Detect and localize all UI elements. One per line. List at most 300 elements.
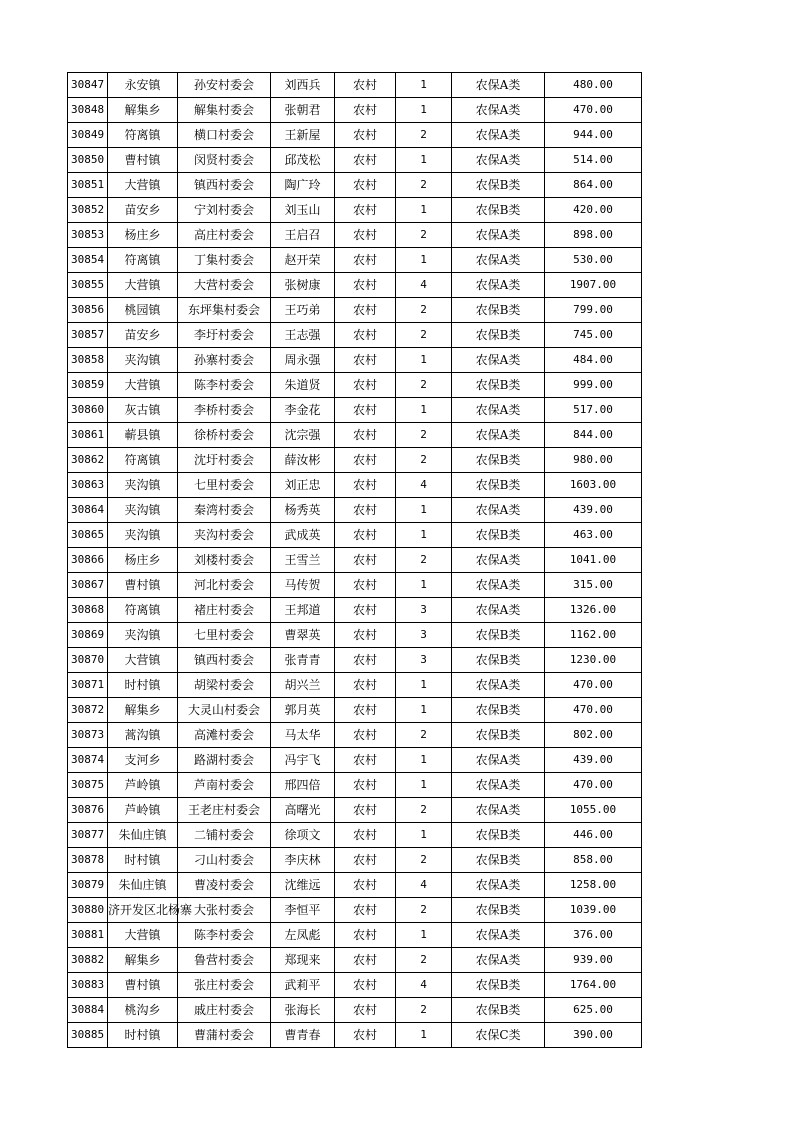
person-name-cell: 刘西兵 <box>271 73 335 98</box>
insurance-class-cell: 农保B类 <box>452 823 545 848</box>
insurance-class-cell: 农保A类 <box>452 923 545 948</box>
town-cell: 解集乡 <box>108 948 178 973</box>
area-type-cell: 农村 <box>335 523 396 548</box>
insurance-class-cell: 农保A类 <box>452 123 545 148</box>
amount-cell: 517.00 <box>545 398 642 423</box>
person-name-cell: 邱茂松 <box>271 148 335 173</box>
village-committee-cell: 镇西村委会 <box>178 648 271 673</box>
town-cell: 夹沟镇 <box>108 623 178 648</box>
record-id-cell: 30854 <box>68 248 108 273</box>
town-cell: 大营镇 <box>108 923 178 948</box>
village-committee-cell: 秦湾村委会 <box>178 498 271 523</box>
amount-cell: 1258.00 <box>545 873 642 898</box>
area-type-cell: 农村 <box>335 623 396 648</box>
table-row <box>68 248 642 273</box>
household-size-cell: 3 <box>396 598 452 623</box>
household-size-cell: 4 <box>396 873 452 898</box>
table-row <box>68 748 642 773</box>
record-id-cell: 30867 <box>68 573 108 598</box>
area-type-cell: 农村 <box>335 723 396 748</box>
table-row <box>68 148 642 173</box>
table-row <box>68 998 642 1023</box>
amount-cell: 625.00 <box>545 998 642 1023</box>
insurance-class-cell: 农保A类 <box>452 748 545 773</box>
table-row <box>68 598 642 623</box>
table-row <box>68 173 642 198</box>
town-cell: 大营镇 <box>108 273 178 298</box>
person-name-cell: 马传贺 <box>271 573 335 598</box>
table-row <box>68 1023 642 1048</box>
table-row <box>68 273 642 298</box>
record-id-cell: 30851 <box>68 173 108 198</box>
table-row <box>68 723 642 748</box>
amount-cell: 1041.00 <box>545 548 642 573</box>
household-size-cell: 2 <box>396 448 452 473</box>
table-row <box>68 498 642 523</box>
person-name-cell: 郑现来 <box>271 948 335 973</box>
person-name-cell: 王新屋 <box>271 123 335 148</box>
record-id-cell: 30877 <box>68 823 108 848</box>
village-committee-cell: 李桥村委会 <box>178 398 271 423</box>
village-committee-cell: 七里村委会 <box>178 623 271 648</box>
record-id-cell: 30866 <box>68 548 108 573</box>
record-id-cell: 30874 <box>68 748 108 773</box>
town-cell: 朱仙庄镇 <box>108 873 178 898</box>
table-row <box>68 573 642 598</box>
table-row <box>68 98 642 123</box>
town-cell: 支河乡 <box>108 748 178 773</box>
table-row <box>68 973 642 998</box>
town-cell: 芦岭镇 <box>108 773 178 798</box>
village-committee-cell: 王老庄村委会 <box>178 798 271 823</box>
record-id-cell: 30880 <box>68 898 108 923</box>
village-committee-cell: 高庄村委会 <box>178 223 271 248</box>
table-row <box>68 848 642 873</box>
table-row <box>68 673 642 698</box>
area-type-cell: 农村 <box>335 373 396 398</box>
person-name-cell: 沈宗强 <box>271 423 335 448</box>
amount-cell: 1907.00 <box>545 273 642 298</box>
record-id-cell: 30884 <box>68 998 108 1023</box>
record-id-cell: 30875 <box>68 773 108 798</box>
town-cell: 符离镇 <box>108 123 178 148</box>
person-name-cell: 王雪兰 <box>271 548 335 573</box>
town-cell: 桃园镇 <box>108 298 178 323</box>
household-size-cell: 2 <box>396 723 452 748</box>
table-row <box>68 873 642 898</box>
record-id-cell: 30873 <box>68 723 108 748</box>
village-committee-cell: 褚庄村委会 <box>178 598 271 623</box>
village-committee-cell: 大营村委会 <box>178 273 271 298</box>
town-cell: 蒿沟镇 <box>108 723 178 748</box>
village-committee-cell: 李圩村委会 <box>178 323 271 348</box>
amount-cell: 484.00 <box>545 348 642 373</box>
town-cell: 符离镇 <box>108 598 178 623</box>
record-id-cell: 30863 <box>68 473 108 498</box>
household-size-cell: 1 <box>396 923 452 948</box>
household-size-cell: 1 <box>396 573 452 598</box>
beneficiary-table <box>67 72 642 1048</box>
household-size-cell: 1 <box>396 248 452 273</box>
household-size-cell: 1 <box>396 773 452 798</box>
area-type-cell: 农村 <box>335 548 396 573</box>
insurance-class-cell: 农保A类 <box>452 573 545 598</box>
table-row <box>68 648 642 673</box>
household-size-cell: 1 <box>396 673 452 698</box>
household-size-cell: 1 <box>396 398 452 423</box>
town-cell: 芦岭镇 <box>108 798 178 823</box>
amount-cell: 530.00 <box>545 248 642 273</box>
town-cell: 曹村镇 <box>108 973 178 998</box>
town-cell: 曹村镇 <box>108 573 178 598</box>
household-size-cell: 1 <box>396 148 452 173</box>
table-row <box>68 323 642 348</box>
household-size-cell: 4 <box>396 473 452 498</box>
area-type-cell: 农村 <box>335 698 396 723</box>
village-committee-cell: 河北村委会 <box>178 573 271 598</box>
insurance-class-cell: 农保A类 <box>452 423 545 448</box>
town-cell: 时村镇 <box>108 1023 178 1048</box>
town-cell: 济开发区北杨寨 <box>108 898 178 923</box>
town-cell: 杨庄乡 <box>108 223 178 248</box>
table-row <box>68 548 642 573</box>
person-name-cell: 杨秀英 <box>271 498 335 523</box>
village-committee-cell: 胡梁村委会 <box>178 673 271 698</box>
person-name-cell: 李庆林 <box>271 848 335 873</box>
village-committee-cell: 二铺村委会 <box>178 823 271 848</box>
person-name-cell: 高曙光 <box>271 798 335 823</box>
amount-cell: 898.00 <box>545 223 642 248</box>
village-committee-cell: 芦南村委会 <box>178 773 271 798</box>
person-name-cell: 王巧弟 <box>271 298 335 323</box>
household-size-cell: 4 <box>396 973 452 998</box>
table-row <box>68 423 642 448</box>
town-cell: 曹村镇 <box>108 148 178 173</box>
record-id-cell: 30883 <box>68 973 108 998</box>
amount-cell: 470.00 <box>545 98 642 123</box>
amount-cell: 1039.00 <box>545 898 642 923</box>
area-type-cell: 农村 <box>335 473 396 498</box>
amount-cell: 1764.00 <box>545 973 642 998</box>
area-type-cell: 农村 <box>335 773 396 798</box>
amount-cell: 864.00 <box>545 173 642 198</box>
area-type-cell: 农村 <box>335 448 396 473</box>
town-cell: 符离镇 <box>108 248 178 273</box>
record-id-cell: 30853 <box>68 223 108 248</box>
record-id-cell: 30882 <box>68 948 108 973</box>
amount-cell: 1230.00 <box>545 648 642 673</box>
town-cell: 朱仙庄镇 <box>108 823 178 848</box>
household-size-cell: 2 <box>396 323 452 348</box>
household-size-cell: 2 <box>396 898 452 923</box>
insurance-class-cell: 农保B类 <box>452 323 545 348</box>
village-committee-cell: 大张村委会 <box>178 898 271 923</box>
amount-cell: 939.00 <box>545 948 642 973</box>
village-committee-cell: 陈李村委会 <box>178 373 271 398</box>
amount-cell: 390.00 <box>545 1023 642 1048</box>
town-cell: 大营镇 <box>108 373 178 398</box>
table-row <box>68 923 642 948</box>
table-row <box>68 823 642 848</box>
person-name-cell: 周永强 <box>271 348 335 373</box>
area-type-cell: 农村 <box>335 648 396 673</box>
area-type-cell: 农村 <box>335 398 396 423</box>
town-cell: 符离镇 <box>108 448 178 473</box>
amount-cell: 799.00 <box>545 298 642 323</box>
household-size-cell: 2 <box>396 848 452 873</box>
table-row <box>68 798 642 823</box>
household-size-cell: 2 <box>396 798 452 823</box>
insurance-class-cell: 农保A类 <box>452 273 545 298</box>
area-type-cell: 农村 <box>335 848 396 873</box>
amount-cell: 944.00 <box>545 123 642 148</box>
person-name-cell: 郭月英 <box>271 698 335 723</box>
household-size-cell: 2 <box>396 423 452 448</box>
insurance-class-cell: 农保A类 <box>452 98 545 123</box>
table-row <box>68 523 642 548</box>
area-type-cell: 农村 <box>335 223 396 248</box>
household-size-cell: 2 <box>396 223 452 248</box>
insurance-class-cell: 农保B类 <box>452 473 545 498</box>
amount-cell: 1603.00 <box>545 473 642 498</box>
record-id-cell: 30869 <box>68 623 108 648</box>
record-id-cell: 30848 <box>68 98 108 123</box>
village-committee-cell: 七里村委会 <box>178 473 271 498</box>
record-id-cell: 30864 <box>68 498 108 523</box>
insurance-class-cell: 农保B类 <box>452 523 545 548</box>
insurance-class-cell: 农保A类 <box>452 348 545 373</box>
household-size-cell: 1 <box>396 73 452 98</box>
insurance-class-cell: 农保B类 <box>452 373 545 398</box>
village-committee-cell: 曹蒲村委会 <box>178 1023 271 1048</box>
insurance-class-cell: 农保B类 <box>452 973 545 998</box>
record-id-cell: 30860 <box>68 398 108 423</box>
amount-cell: 315.00 <box>545 573 642 598</box>
insurance-class-cell: 农保B类 <box>452 648 545 673</box>
area-type-cell: 农村 <box>335 323 396 348</box>
insurance-class-cell: 农保B类 <box>452 298 545 323</box>
household-size-cell: 1 <box>396 698 452 723</box>
village-committee-cell: 横口村委会 <box>178 123 271 148</box>
village-committee-cell: 戚庄村委会 <box>178 998 271 1023</box>
record-id-cell: 30878 <box>68 848 108 873</box>
village-committee-cell: 曹凌村委会 <box>178 873 271 898</box>
household-size-cell: 1 <box>396 823 452 848</box>
table-row <box>68 773 642 798</box>
area-type-cell: 农村 <box>335 873 396 898</box>
area-type-cell: 农村 <box>335 73 396 98</box>
person-name-cell: 张朝君 <box>271 98 335 123</box>
amount-cell: 463.00 <box>545 523 642 548</box>
amount-cell: 420.00 <box>545 198 642 223</box>
village-committee-cell: 刁山村委会 <box>178 848 271 873</box>
amount-cell: 446.00 <box>545 823 642 848</box>
town-cell: 大营镇 <box>108 648 178 673</box>
insurance-class-cell: 农保B类 <box>452 998 545 1023</box>
amount-cell: 439.00 <box>545 498 642 523</box>
record-id-cell: 30870 <box>68 648 108 673</box>
village-committee-cell: 镇西村委会 <box>178 173 271 198</box>
area-type-cell: 农村 <box>335 98 396 123</box>
household-size-cell: 1 <box>396 198 452 223</box>
amount-cell: 980.00 <box>545 448 642 473</box>
table-row <box>68 223 642 248</box>
amount-cell: 802.00 <box>545 723 642 748</box>
amount-cell: 844.00 <box>545 423 642 448</box>
table-row <box>68 198 642 223</box>
insurance-class-cell: 农保B类 <box>452 448 545 473</box>
area-type-cell: 农村 <box>335 573 396 598</box>
household-size-cell: 1 <box>396 498 452 523</box>
person-name-cell: 李金花 <box>271 398 335 423</box>
amount-cell: 858.00 <box>545 848 642 873</box>
person-name-cell: 沈维远 <box>271 873 335 898</box>
area-type-cell: 农村 <box>335 248 396 273</box>
town-cell: 大营镇 <box>108 173 178 198</box>
village-committee-cell: 解集村委会 <box>178 98 271 123</box>
person-name-cell: 左凤彪 <box>271 923 335 948</box>
household-size-cell: 2 <box>396 298 452 323</box>
area-type-cell: 农村 <box>335 948 396 973</box>
table-row <box>68 73 642 98</box>
person-name-cell: 武莉平 <box>271 973 335 998</box>
village-committee-cell: 宁刘村委会 <box>178 198 271 223</box>
town-cell: 夹沟镇 <box>108 473 178 498</box>
insurance-class-cell: 农保A类 <box>452 673 545 698</box>
table-row <box>68 298 642 323</box>
village-committee-cell: 大灵山村委会 <box>178 698 271 723</box>
village-committee-cell: 东坪集村委会 <box>178 298 271 323</box>
village-committee-cell: 刘楼村委会 <box>178 548 271 573</box>
amount-cell: 514.00 <box>545 148 642 173</box>
person-name-cell: 武成英 <box>271 523 335 548</box>
area-type-cell: 农村 <box>335 898 396 923</box>
insurance-class-cell: 农保A类 <box>452 498 545 523</box>
area-type-cell: 农村 <box>335 273 396 298</box>
village-committee-cell: 丁集村委会 <box>178 248 271 273</box>
person-name-cell: 赵开荣 <box>271 248 335 273</box>
household-size-cell: 1 <box>396 523 452 548</box>
record-id-cell: 30879 <box>68 873 108 898</box>
person-name-cell: 胡兴兰 <box>271 673 335 698</box>
record-id-cell: 30849 <box>68 123 108 148</box>
insurance-class-cell: 农保A类 <box>452 773 545 798</box>
household-size-cell: 2 <box>396 998 452 1023</box>
record-id-cell: 30850 <box>68 148 108 173</box>
record-id-cell: 30857 <box>68 323 108 348</box>
table-row <box>68 123 642 148</box>
town-cell: 苗安乡 <box>108 198 178 223</box>
household-size-cell: 1 <box>396 348 452 373</box>
person-name-cell: 朱道贤 <box>271 373 335 398</box>
area-type-cell: 农村 <box>335 598 396 623</box>
household-size-cell: 2 <box>396 948 452 973</box>
household-size-cell: 3 <box>396 623 452 648</box>
area-type-cell: 农村 <box>335 823 396 848</box>
insurance-class-cell: 农保B类 <box>452 723 545 748</box>
amount-cell: 1162.00 <box>545 623 642 648</box>
person-name-cell: 马太华 <box>271 723 335 748</box>
area-type-cell: 农村 <box>335 498 396 523</box>
insurance-class-cell: 农保B类 <box>452 623 545 648</box>
table-row <box>68 398 642 423</box>
record-id-cell: 30852 <box>68 198 108 223</box>
amount-cell: 1055.00 <box>545 798 642 823</box>
record-id-cell: 30861 <box>68 423 108 448</box>
record-id-cell: 30885 <box>68 1023 108 1048</box>
town-cell: 桃沟乡 <box>108 998 178 1023</box>
area-type-cell: 农村 <box>335 173 396 198</box>
household-size-cell: 2 <box>396 173 452 198</box>
table-row <box>68 373 642 398</box>
person-name-cell: 曹青春 <box>271 1023 335 1048</box>
amount-cell: 999.00 <box>545 373 642 398</box>
table-row <box>68 698 642 723</box>
amount-cell: 376.00 <box>545 923 642 948</box>
town-cell: 解集乡 <box>108 698 178 723</box>
person-name-cell: 张海长 <box>271 998 335 1023</box>
town-cell: 夹沟镇 <box>108 498 178 523</box>
town-cell: 永安镇 <box>108 73 178 98</box>
insurance-class-cell: 农保B类 <box>452 698 545 723</box>
insurance-class-cell: 农保C类 <box>452 1023 545 1048</box>
person-name-cell: 张树康 <box>271 273 335 298</box>
person-name-cell: 王启召 <box>271 223 335 248</box>
town-cell: 时村镇 <box>108 673 178 698</box>
amount-cell: 480.00 <box>545 73 642 98</box>
household-size-cell: 3 <box>396 648 452 673</box>
area-type-cell: 农村 <box>335 748 396 773</box>
village-committee-cell: 孙安村委会 <box>178 73 271 98</box>
insurance-class-cell: 农保A类 <box>452 598 545 623</box>
person-name-cell: 刘玉山 <box>271 198 335 223</box>
village-committee-cell: 徐桥村委会 <box>178 423 271 448</box>
record-id-cell: 30856 <box>68 298 108 323</box>
person-name-cell: 曹翠英 <box>271 623 335 648</box>
town-cell: 夹沟镇 <box>108 523 178 548</box>
table-row <box>68 473 642 498</box>
village-committee-cell: 鲁营村委会 <box>178 948 271 973</box>
person-name-cell: 冯宇飞 <box>271 748 335 773</box>
village-committee-cell: 高滩村委会 <box>178 723 271 748</box>
town-cell: 时村镇 <box>108 848 178 873</box>
village-committee-cell: 路湖村委会 <box>178 748 271 773</box>
village-committee-cell: 张庄村委会 <box>178 973 271 998</box>
area-type-cell: 农村 <box>335 123 396 148</box>
town-cell: 灰古镇 <box>108 398 178 423</box>
amount-cell: 1326.00 <box>545 598 642 623</box>
village-committee-cell: 沈圩村委会 <box>178 448 271 473</box>
insurance-class-cell: 农保A类 <box>452 248 545 273</box>
record-id-cell: 30855 <box>68 273 108 298</box>
household-size-cell: 4 <box>396 273 452 298</box>
area-type-cell: 农村 <box>335 1023 396 1048</box>
table-row <box>68 448 642 473</box>
village-committee-cell: 夹沟村委会 <box>178 523 271 548</box>
record-id-cell: 30859 <box>68 373 108 398</box>
area-type-cell: 农村 <box>335 423 396 448</box>
household-size-cell: 1 <box>396 1023 452 1048</box>
table-row <box>68 348 642 373</box>
record-id-cell: 30871 <box>68 673 108 698</box>
person-name-cell: 刘正忠 <box>271 473 335 498</box>
town-cell: 苗安乡 <box>108 323 178 348</box>
insurance-class-cell: 农保A类 <box>452 873 545 898</box>
insurance-class-cell: 农保B类 <box>452 848 545 873</box>
record-id-cell: 30876 <box>68 798 108 823</box>
household-size-cell: 1 <box>396 748 452 773</box>
town-cell: 解集乡 <box>108 98 178 123</box>
